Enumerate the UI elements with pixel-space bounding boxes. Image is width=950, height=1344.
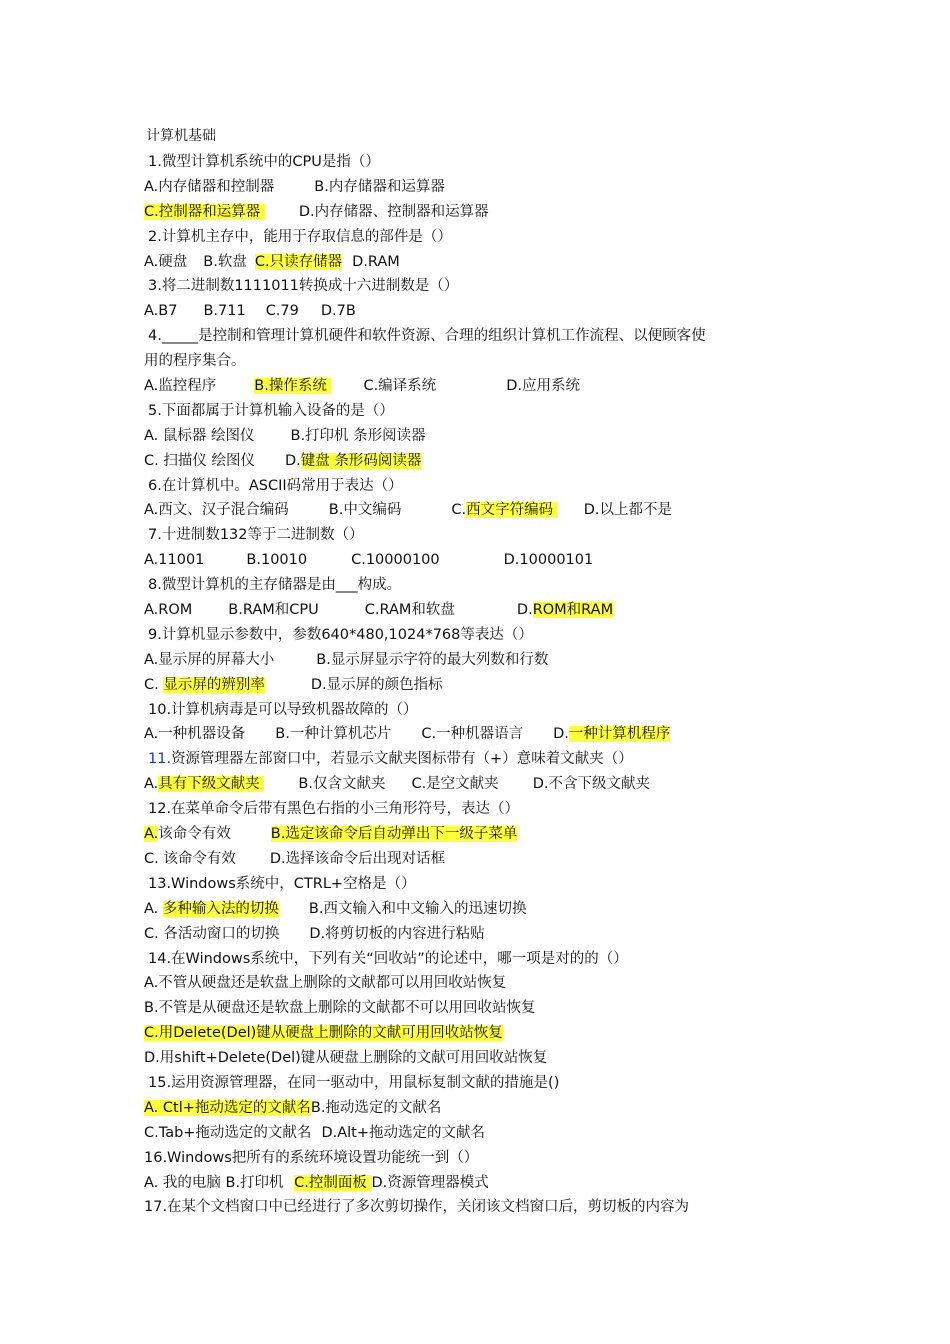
text-segment: 17.在某个文档窗口中已经进行了多次剪切操作，关闭该文档窗口后，剪切板的内容为 bbox=[144, 1199, 690, 1216]
document-title: 计算机基础 bbox=[146, 128, 216, 144]
answer-options bbox=[144, 299, 824, 324]
text-segment: 该命令有效 bbox=[158, 826, 231, 843]
text-segment: A.硬盘 bbox=[144, 253, 188, 270]
question-text bbox=[144, 747, 824, 772]
text-segment: D.将剪切板的内容进行粘贴 bbox=[309, 925, 485, 942]
text-segment: D.显示屏的颜色指标 bbox=[310, 676, 443, 693]
answer-options bbox=[144, 822, 824, 847]
answer-options bbox=[144, 548, 824, 573]
text-segment: C. 扫描仪 绘图仪 bbox=[144, 452, 255, 469]
text-segment: C.10000100 bbox=[351, 552, 440, 569]
answer-options bbox=[144, 200, 824, 225]
text-segment: A.B7 bbox=[144, 303, 178, 320]
text-line bbox=[144, 996, 824, 1021]
text-segment: B.拖动选定的文献名 bbox=[310, 1099, 442, 1116]
question-list bbox=[144, 150, 824, 1220]
highlighted-answer: B.操作系统 bbox=[254, 378, 332, 395]
text-segment: C. 该命令有效 bbox=[144, 850, 236, 867]
answer-options bbox=[144, 449, 824, 474]
text-segment: B.中文编码 bbox=[328, 502, 402, 519]
text-line bbox=[144, 1195, 824, 1220]
highlighted-answer: A. bbox=[144, 826, 159, 843]
text-segment: C.Tab+拖动选定的文献名 bbox=[144, 1124, 312, 1141]
question-text bbox=[144, 399, 824, 424]
text-segment: B.内存储器和运算器 bbox=[314, 178, 445, 195]
text-segment: A. 我的电脑 B.打印机 bbox=[144, 1174, 289, 1191]
text-segment: B.打印机 条形阅读器 bbox=[290, 427, 426, 444]
text-segment: A.内存储器和控制器 bbox=[144, 178, 275, 195]
text-segment: C. bbox=[451, 502, 467, 519]
text-segment: 1.微型计算机系统中的CPU是指（） bbox=[148, 154, 380, 170]
answer-options bbox=[144, 847, 824, 872]
text-segment: 8.微型计算机的主存储器是由___构成。 bbox=[148, 577, 402, 594]
answer-options bbox=[144, 1096, 824, 1121]
text-segment: B.仅含文献夹 bbox=[298, 776, 386, 793]
text-segment: C.是空文献夹 bbox=[411, 776, 499, 793]
answer-options bbox=[144, 897, 824, 922]
text-segment: 15.运用资源管理器，在同一驱动中，用鼠标复制文献的措施是() bbox=[148, 1074, 560, 1091]
question-text bbox=[144, 274, 824, 299]
text-segment: D.不含下级文献夹 bbox=[532, 776, 650, 793]
text-segment: 14.在Windows系统中，下列有关“回收站”的论述中，哪一项是对的的（） bbox=[148, 950, 628, 967]
highlighted-answer: C.只读存储器 bbox=[254, 253, 343, 270]
highlighted-answer: C.用Delete(Del)键从硬盘上删除的文献可用回收站恢复 bbox=[144, 1025, 503, 1042]
text-segment: A. bbox=[144, 900, 163, 917]
answer-options bbox=[144, 922, 824, 947]
answer-options bbox=[144, 722, 824, 747]
text-segment: 资源管理器左部窗口中，若显示文献夹图标带有（+）意味着文献夹（） bbox=[171, 751, 633, 768]
text-segment: D.用shift+Delete(Del)键从硬盘上删除的文献可用回收站恢复 bbox=[144, 1050, 548, 1067]
text-segment: D. bbox=[553, 726, 569, 743]
question-text bbox=[144, 324, 824, 349]
highlighted-answer: ROM和RAM bbox=[532, 602, 614, 619]
text-segment: B.不管是从硬盘还是软盘上删除的文献都不可以用回收站恢复 bbox=[144, 1000, 536, 1017]
text-line bbox=[144, 1046, 824, 1071]
question-text bbox=[144, 947, 824, 972]
text-line bbox=[144, 1146, 824, 1171]
text-segment: D.Alt+拖动选定的文献名 bbox=[321, 1124, 485, 1141]
text-segment: D. bbox=[516, 602, 533, 619]
text-segment: C.RAM和软盘 bbox=[364, 602, 455, 619]
text-segment: 4._____是控制和管理计算机硬件和软件资源、合理的组织计算机工作流程、以便顾客使 bbox=[148, 328, 706, 345]
question-text bbox=[144, 523, 824, 548]
text-segment: B.软盘 bbox=[203, 253, 247, 270]
text-segment: D. bbox=[284, 452, 301, 469]
question-text bbox=[144, 797, 824, 822]
text-line bbox=[144, 1021, 824, 1046]
text-segment: 9.计算机显示参数中，参数640*480,1024*768等表达（） bbox=[148, 626, 533, 643]
answer-options bbox=[144, 1171, 824, 1196]
text-segment: C.79 bbox=[265, 303, 299, 320]
question-text bbox=[144, 573, 824, 598]
text-segment: B.RAM和CPU bbox=[228, 602, 319, 619]
text-segment: A.11001 bbox=[144, 552, 205, 569]
text-segment: 5.下面都属于计算机输入设备的是（） bbox=[148, 402, 394, 419]
text-segment: C.一种机器语言 bbox=[421, 726, 524, 743]
text-segment: A.不管从硬盘还是软盘上删除的文献都可以用回收站恢复 bbox=[144, 975, 507, 992]
answer-options bbox=[144, 772, 824, 797]
text-segment: D.RAM bbox=[352, 253, 400, 270]
question-text bbox=[144, 623, 824, 648]
text-segment: D.选择该命令后出现对话框 bbox=[269, 850, 446, 867]
text-segment: A.监控程序 bbox=[144, 378, 217, 395]
text-segment: 16.Windows把所有的系统环境设置功能统一到（） bbox=[144, 1149, 479, 1166]
text-segment: B.显示屏显示字符的最大列数和行数 bbox=[316, 651, 549, 668]
text-segment: A.一种机器设备 bbox=[144, 726, 246, 743]
answer-options bbox=[144, 175, 824, 200]
answer-options bbox=[144, 374, 824, 399]
text-segment: D.内存储器、控制器和运算器 bbox=[298, 203, 489, 220]
text-segment: C. bbox=[144, 676, 164, 693]
text-segment: C. 各活动窗口的切换 bbox=[144, 925, 280, 942]
highlighted-answer: A. Ctl+拖动选定的文献名 bbox=[144, 1099, 311, 1116]
text-segment: 12.在菜单命令后带有黑色右指的小三角形符号，表达（） bbox=[148, 801, 520, 818]
text-segment: 3.将二进制数1111011转换成十六进制数是（） bbox=[148, 278, 459, 295]
text-segment: B.10010 bbox=[246, 552, 308, 569]
question-text bbox=[144, 1071, 824, 1096]
text-segment: B.西文输入和中文输入的迅速切换 bbox=[308, 900, 527, 917]
text-segment: A.显示屏的屏幕大小 bbox=[144, 651, 275, 668]
question-text bbox=[144, 872, 824, 897]
text-segment: 11. bbox=[148, 751, 172, 768]
highlighted-answer: 具有下级文献夹 bbox=[158, 776, 265, 793]
question-text bbox=[144, 225, 824, 250]
text-segment: 10.计算机病毒是可以导致机器故障的（） bbox=[148, 701, 418, 718]
text-segment: A. bbox=[144, 776, 159, 793]
answer-options bbox=[144, 648, 824, 673]
question-text bbox=[144, 150, 824, 175]
text-segment: 13.Windows系统中，CTRL+空格是（） bbox=[148, 875, 416, 892]
text-segment: A. 鼠标器 绘图仪 bbox=[144, 427, 255, 444]
highlighted-answer: 多种输入法的切换 bbox=[162, 900, 279, 917]
question-text bbox=[144, 698, 824, 723]
answer-options bbox=[144, 598, 824, 623]
text-segment: 7.十进制数132等于二进制数（） bbox=[148, 527, 364, 544]
text-segment: 6.在计算机中。ASCII码常用于表达（） bbox=[148, 477, 403, 494]
text-line bbox=[144, 971, 824, 996]
highlighted-answer: B.选定该命令后自动弹出下一级子菜单 bbox=[270, 826, 518, 843]
text-segment: 2.计算机主存中，能用于存取信息的部件是（） bbox=[148, 228, 452, 245]
text-segment: B.711 bbox=[203, 303, 246, 320]
answer-options bbox=[144, 673, 824, 698]
text-segment: D.10000101 bbox=[503, 552, 594, 569]
answer-options bbox=[144, 424, 824, 449]
highlighted-answer: C.控制面板 bbox=[294, 1174, 372, 1191]
text-segment: B.一种计算机芯片 bbox=[275, 726, 392, 743]
highlighted-answer: 一种计算机程序 bbox=[568, 726, 671, 743]
answer-options bbox=[144, 498, 824, 523]
text-segment: A.ROM bbox=[144, 602, 193, 619]
text-segment: D.应用系统 bbox=[506, 378, 580, 395]
text-segment: D.7B bbox=[320, 303, 356, 320]
text-segment: D.以上都不是 bbox=[583, 502, 672, 519]
highlighted-answer: C.控制器和运算器 bbox=[144, 203, 265, 220]
answer-options bbox=[144, 250, 824, 275]
text-segment: C.编译系统 bbox=[363, 378, 437, 395]
highlighted-answer: 显示屏的辨别率 bbox=[163, 676, 265, 693]
text-line bbox=[144, 349, 824, 374]
question-text bbox=[144, 474, 824, 499]
text-segment: A.西文、汉子混合编码 bbox=[144, 502, 289, 519]
text-segment: 用的程序集合。 bbox=[144, 353, 246, 370]
highlighted-answer: 西文字符编码 bbox=[466, 502, 558, 519]
answer-options bbox=[144, 1121, 824, 1146]
highlighted-answer: 键盘 条形码阅读器 bbox=[300, 452, 422, 469]
text-segment: D.资源管理器模式 bbox=[371, 1174, 489, 1191]
